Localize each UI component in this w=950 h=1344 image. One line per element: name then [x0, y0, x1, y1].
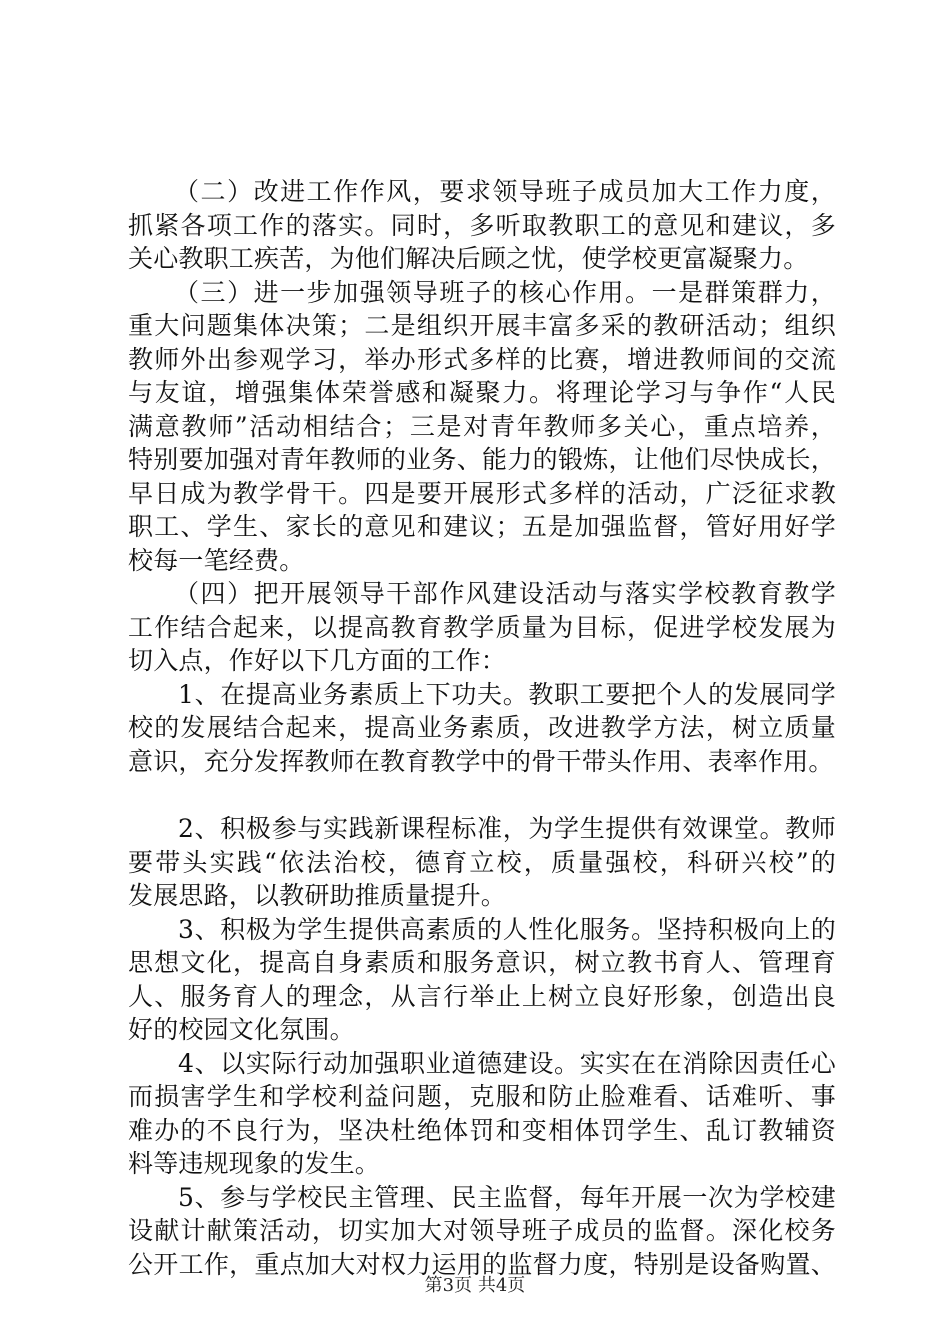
paragraph: [128, 175, 836, 276]
text-line: 重大问题集体决策；二是组织开展丰富多采的教研活动；组织: [128, 311, 836, 340]
text-line: （四）把开展领导干部作风建设活动与落实学校教育教学: [174, 579, 836, 608]
text-line: 教师外出参观学习，举办形式多样的比赛，增进教师间的交流: [128, 344, 836, 374]
text-line: 抓紧各项工作的落实。同时，多听取教职工的意见和建议，多: [128, 210, 836, 240]
text-line: 工作结合起来，以提高教育教学质量为目标，促进学校发展为: [128, 612, 836, 642]
text-line: 发展思路，以教研助推质量提升。: [128, 881, 507, 910]
paragraph: [128, 812, 836, 913]
text-line: 切入点，作好以下几方面的工作：: [128, 646, 507, 675]
text-line: 而损害学生和学校利益问题，克服和防止脸难看、话难听、事: [128, 1082, 836, 1111]
text-line: 好的校园文化氛围。: [128, 1015, 355, 1044]
page-footer: 第3页 共4页: [424, 1275, 526, 1296]
text-line: 要带头实践“依法治校，德育立校，质量强校，科研兴校”的: [128, 847, 836, 877]
text-line: 校每一笔经费。: [128, 545, 305, 575]
text-line: 3、积极为学生提供高素质的人性化服务。坚持积极向上的: [178, 914, 836, 944]
text-line: 2、积极参与实践新课程标准，为学生提供有效课堂。教师: [178, 814, 836, 843]
paragraph: [128, 577, 836, 678]
paragraph: [128, 1047, 836, 1181]
text-line: 1、在提高业务素质上下功夫。教职工要把个人的发展同学: [178, 679, 836, 709]
text-line: 思想文化，提高自身素质和服务意识，树立教书育人、管理育: [128, 948, 836, 977]
text-line: 意识，充分发挥教师在教育教学中的骨干带头作用、表率作用。: [128, 746, 834, 776]
text-line: 与友谊，增强集体荣誉感和凝聚力。将理论学习与争作“人民: [128, 378, 836, 407]
text-line: 职工、学生、家长的意见和建议；五是加强监督，管好用好学: [128, 512, 836, 541]
text-line: 关心教职工疾苦，为他们解决后顾之忧，使学校更富凝聚力。: [128, 244, 809, 273]
text-line: 5、参与学校民主管理、民主监督，每年开展一次为学校建: [178, 1182, 836, 1212]
text-line: 难办的不良行为，坚决杜绝体罚和变相体罚学生、乱订教辅资: [128, 1115, 836, 1145]
text-line: （三）进一步加强领导班子的核心作用。一是群策群力，: [174, 277, 836, 307]
text-line: 校的发展结合起来，提高业务素质，改进教学方法，树立质量: [128, 713, 836, 742]
paragraph: [128, 913, 836, 1047]
text-line: 公开工作，重点加大对权力运用的监督力度，特别是设备购置、: [128, 1249, 836, 1279]
text-line: 人、服务育人的理念，从言行举止上树立良好形象，创造出良: [128, 981, 836, 1011]
text-line: 设献计献策活动，切实加大对领导班子成员的监督。深化校务: [128, 1216, 836, 1245]
paragraph: [128, 678, 836, 779]
text-line: 特别要加强对青年教师的业务、能力的锻炼，让他们尽快成长，: [128, 445, 836, 474]
text-line: 满意教师”活动相结合；三是对青年教师多关心，重点培养，: [128, 411, 836, 441]
paragraph: [128, 276, 836, 578]
text-line: 料等违规现象的发生。: [128, 1149, 381, 1178]
document-body: [128, 175, 836, 1281]
text-line: （二）改进工作作风，要求领导班子成员加大工作力度，: [174, 177, 836, 206]
paragraph-gap: [128, 778, 836, 812]
paragraph: [128, 1181, 836, 1282]
text-line: 4、以实际行动加强职业道德建设。实实在在消除因责任心: [178, 1048, 836, 1078]
text-line: 早日成为教学骨干。四是要开展形式多样的活动，广泛征求教: [128, 478, 836, 508]
